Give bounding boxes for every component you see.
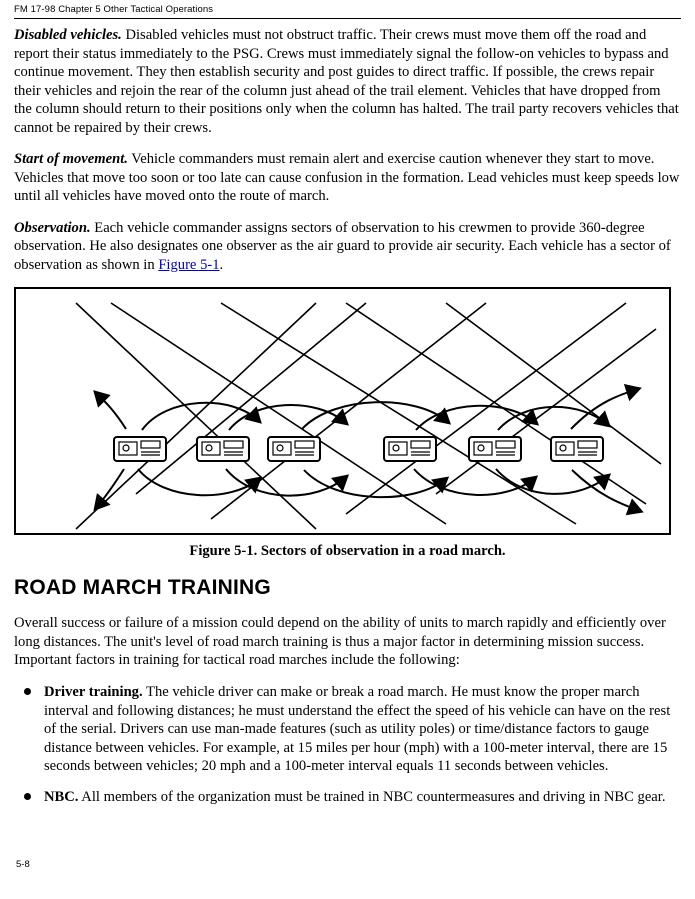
paragraph-lead-in: Observation.: [14, 219, 91, 236]
paragraph-text: Disabled vehicles must not obstruct traffic. Their crews must move them off the road and report their status immediately to the PSG. Crews must immediately signal the follow-on vehicles to bypass and continue movement. They then establish security and post guides to direct traffic. If possible, the crews repair their vehicles and rejoin the rear of the column just ahead of the trail element. Vehicles that have dropped from the column should return to their positions only when the column has halted. The trail party recovers vehicles that cannot be repaired by their crews.: [14, 27, 679, 136]
vehicle-symbol-group: [114, 437, 603, 461]
sight-line: [136, 303, 366, 494]
page-content: [14, 26, 681, 818]
running-head: FM 17-98 Chapter 5 Other Tactical Operations: [14, 4, 214, 15]
section-heading: ROAD MARCH TRAINING: [14, 576, 271, 600]
paragraph-text: Vehicle commanders must remain alert and exercise caution whenever they start to move. Vehicles that move too soon or too late can cause confusion in the formation. Lead vehicles must keep speeds low until all vehicles have moved onto the route of march.: [14, 151, 680, 205]
bullet-icon: [24, 793, 31, 800]
list-item-text: The vehicle driver can make or break a road march. He must know the proper march interval and following distances; he must understand the effect the speed of his vehicle can have on the rest of the serial. Drivers can use man-made features (such as utility poles) or time/distance factors to gauge distance between vehicles. For example, at 15 miles per hour (mph) with a 100-meter interval, there are 15 seconds between vehicles; 20 mph and a 100-meter interval equals 11 seconds between vehicles.: [44, 683, 671, 775]
paragraph-observation: [14, 219, 681, 275]
list-item-text: All members of the organization must be trained in NBC countermeasures and driving in NBC gear.: [78, 788, 666, 805]
vehicle-symbol: [551, 437, 603, 461]
list-item: [14, 788, 681, 807]
sector-arrow: [414, 469, 535, 495]
paragraph-text-tail: .: [219, 256, 224, 273]
list-item: [14, 683, 681, 776]
figure-5-1-image: [14, 287, 671, 535]
sectors-of-observation-diagram: [16, 289, 669, 533]
vehicle-symbol: [384, 437, 436, 461]
page-number: 5-8: [16, 859, 30, 870]
bullet-icon: [24, 688, 31, 695]
list-item-term: Driver training.: [44, 683, 143, 700]
training-factors-list: [14, 683, 681, 806]
paragraph-text: Each vehicle commander assigns sectors of observation to his crewmen to provide 360-degree observation. He also designates one observer as the air guard to provide air security. Each vehicle has a sector of observation as shown in: [14, 219, 671, 273]
vehicle-symbol: [268, 437, 320, 461]
sector-arrow: [226, 469, 346, 496]
sector-arrow: [302, 403, 448, 430]
sector-arrow: [96, 393, 126, 429]
vehicle-symbol: [469, 437, 521, 461]
paragraph-lead-in: Disabled vehicles.: [14, 27, 122, 43]
figure-cross-reference-link[interactable]: Figure 5-1: [158, 256, 220, 273]
paragraph-lead-in: Start of movement.: [14, 151, 128, 168]
figure-caption: Figure 5-1. Sectors of observation in a road march.: [189, 543, 506, 560]
header-rule: [14, 18, 681, 19]
list-item-term: NBC.: [44, 788, 79, 805]
vehicle-symbol: [114, 437, 166, 461]
paragraph-disabled-vehicles: [14, 26, 681, 137]
paragraph-start-of-movement: [14, 150, 681, 206]
vehicle-symbol: [197, 437, 249, 461]
paragraph-section-intro: Overall success or failure of a mission could depend on the ability of units to march rapidly and efficiently over long distances. The unit's level of road march training is thus a major factor in determining mission success. Important factors in training for tactical road marches include the following:: [14, 615, 666, 669]
sight-line: [346, 303, 626, 514]
sight-line: [436, 329, 656, 494]
